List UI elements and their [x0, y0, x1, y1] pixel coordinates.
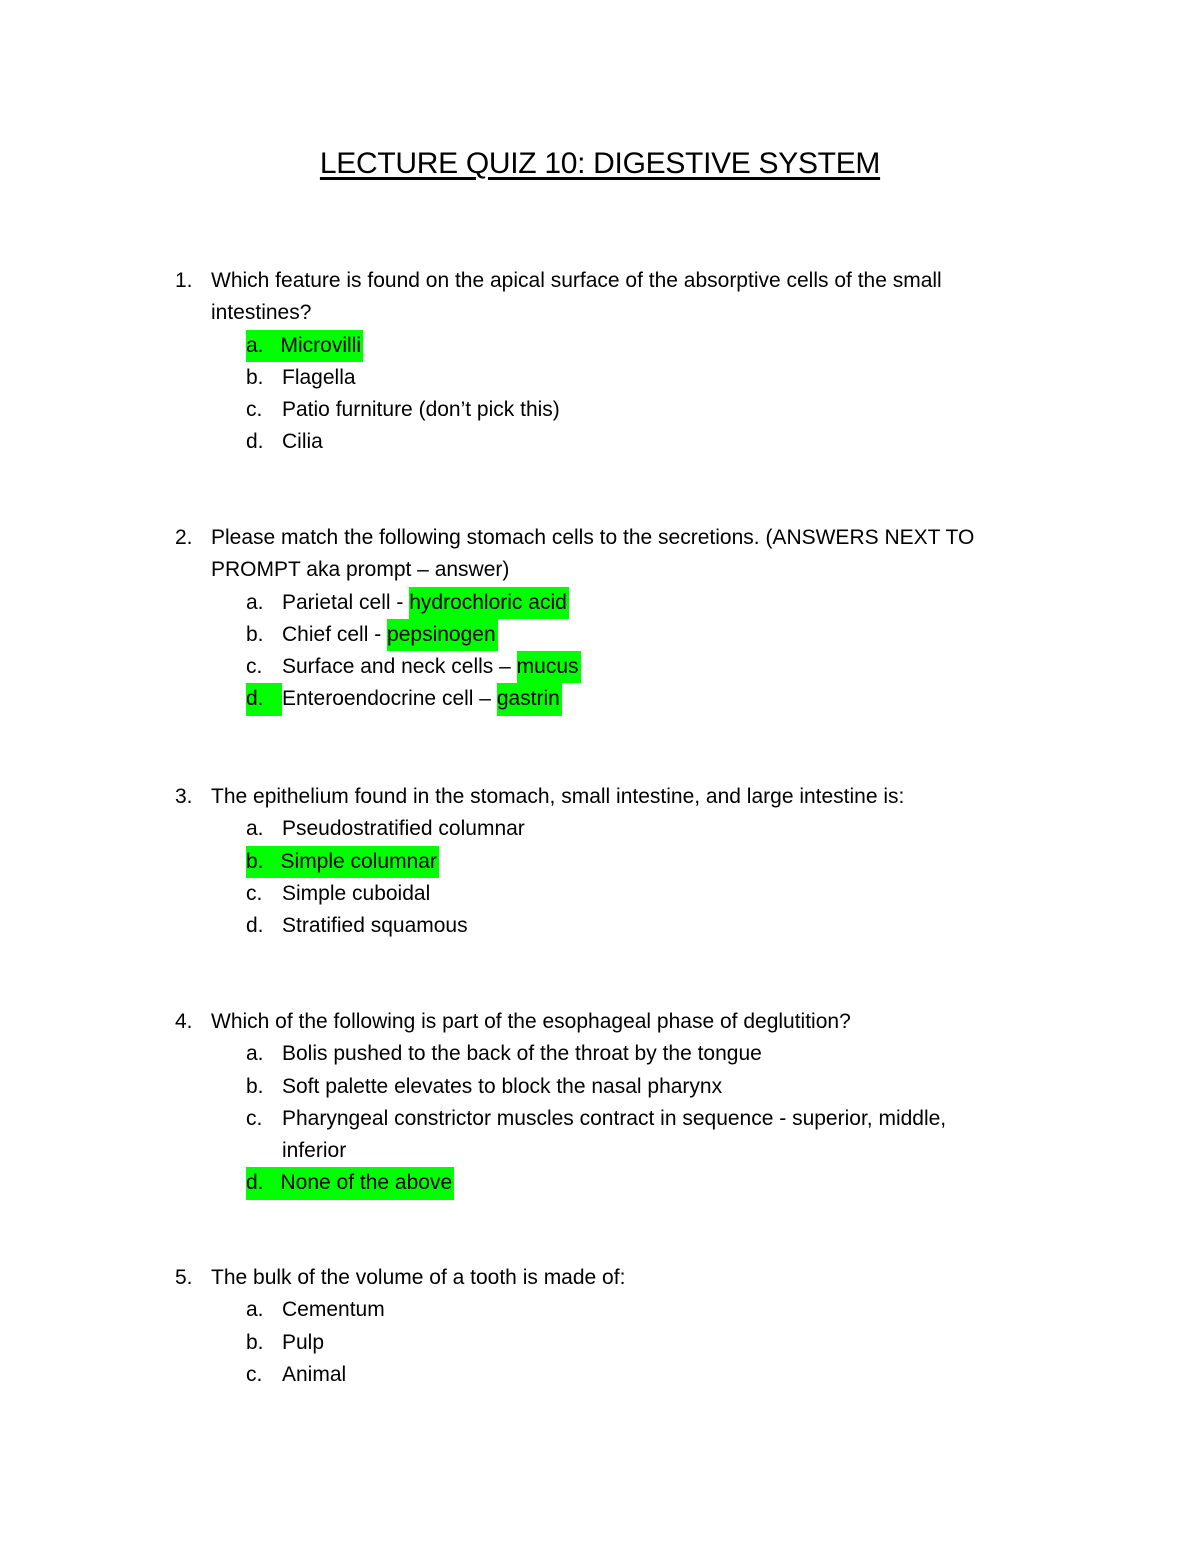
question-number: 3.	[175, 785, 193, 808]
option-a[interactable]	[246, 1038, 1025, 1070]
option-text: Pharyngeal constrictor muscles contract in sequence - superior, middle, inferior	[282, 1106, 947, 1163]
option-text: Flagella	[282, 365, 356, 389]
option-letter: a.	[246, 1042, 264, 1066]
option-b[interactable]	[246, 846, 1025, 878]
question-2	[175, 522, 1025, 716]
question-number: 4.	[175, 1010, 193, 1033]
option-letter: a.	[246, 590, 264, 614]
option-text: Patio furniture (don’t pick this)	[282, 398, 560, 422]
option-a[interactable]	[246, 587, 1025, 619]
option-answer-highlighted: pepsinogen	[387, 619, 498, 651]
option-letter: c.	[246, 655, 263, 679]
option-d[interactable]	[246, 1167, 1025, 1199]
option-c[interactable]	[246, 1103, 1025, 1168]
question-number: 1.	[175, 269, 193, 292]
question-4	[175, 1006, 1025, 1200]
question-text: The epithelium found in the stomach, small intestine, and large intestine is:	[211, 785, 905, 808]
option-c[interactable]	[246, 394, 1025, 426]
option-list	[246, 1038, 1025, 1199]
option-prompt: Enteroendocrine cell –	[282, 687, 497, 711]
option-letter: a.	[246, 330, 281, 362]
option-c[interactable]	[246, 878, 1025, 910]
question-text: The bulk of the volume of a tooth is made of:	[211, 1266, 626, 1289]
option-prompt: Chief cell -	[282, 622, 388, 646]
option-letter: b.	[246, 1330, 264, 1354]
question-number: 2.	[175, 526, 193, 549]
option-c[interactable]	[246, 651, 1025, 683]
option-list	[246, 330, 1025, 459]
option-a[interactable]	[246, 1294, 1025, 1326]
option-letter: d.	[246, 1167, 281, 1199]
option-b[interactable]	[246, 619, 1025, 651]
option-b[interactable]	[246, 362, 1025, 394]
page-title: LECTURE QUIZ 10: DIGESTIVE SYSTEM	[319, 147, 881, 180]
option-text: Pseudostratified columnar	[282, 817, 525, 841]
option-b[interactable]	[246, 1327, 1025, 1359]
option-letter: c.	[246, 1362, 263, 1386]
option-prompt: Parietal cell -	[282, 590, 410, 614]
option-c[interactable]	[246, 1359, 1025, 1391]
option-letter-highlighted: d.	[246, 683, 282, 715]
option-answer-highlighted: gastrin	[497, 683, 562, 715]
option-letter: c.	[246, 1106, 263, 1130]
option-text: Soft palette elevates to block the nasal pharynx	[282, 1074, 723, 1098]
option-text-highlighted: Simple columnar	[281, 846, 439, 878]
option-a[interactable]	[246, 330, 1025, 362]
option-answer-highlighted: mucus	[517, 651, 581, 683]
option-list	[246, 587, 1025, 716]
option-letter: c.	[246, 398, 263, 422]
option-letter: b.	[246, 1074, 264, 1098]
option-letter: a.	[246, 817, 264, 841]
option-d[interactable]	[246, 910, 1025, 942]
question-text: Which of the following is part of the esophageal phase of deglutition?	[211, 1010, 851, 1033]
option-letter: b.	[246, 846, 281, 878]
option-list	[246, 813, 1025, 942]
option-d[interactable]	[246, 683, 1025, 715]
option-letter: b.	[246, 365, 264, 389]
option-prompt: Surface and neck cells –	[282, 655, 517, 679]
option-text: Pulp	[282, 1330, 325, 1354]
option-d[interactable]	[246, 426, 1025, 458]
question-number: 5.	[175, 1266, 193, 1289]
option-text: Stratified squamous	[282, 914, 468, 938]
option-letter: d.	[246, 914, 264, 938]
option-text: Simple cuboidal	[282, 881, 431, 905]
question-3	[175, 781, 1025, 942]
option-text: Cementum	[282, 1298, 385, 1322]
option-text-highlighted: None of the above	[281, 1167, 455, 1199]
option-letter: c.	[246, 881, 263, 905]
question-5	[175, 1262, 1025, 1391]
option-letter: a.	[246, 1298, 264, 1322]
option-answer-highlighted: hydrochloric acid	[409, 587, 569, 619]
option-letter: d.	[246, 430, 264, 454]
option-list	[246, 1294, 1025, 1391]
option-letter: b.	[246, 622, 264, 646]
question-text: Which feature is found on the apical surface of the absorptive cells of the small intestines?	[211, 269, 942, 325]
option-text: Bolis pushed to the back of the throat by the tongue	[282, 1042, 762, 1066]
option-a[interactable]	[246, 813, 1025, 845]
option-text: Animal	[282, 1362, 347, 1386]
question-1	[175, 265, 1025, 459]
question-text: Please match the following stomach cells to the secretions. (ANSWERS NEXT TO PROMPT aka prompt – answer)	[211, 526, 975, 582]
option-b[interactable]	[246, 1071, 1025, 1103]
option-text: Cilia	[282, 430, 323, 454]
option-text-highlighted: Microvilli	[281, 330, 364, 362]
